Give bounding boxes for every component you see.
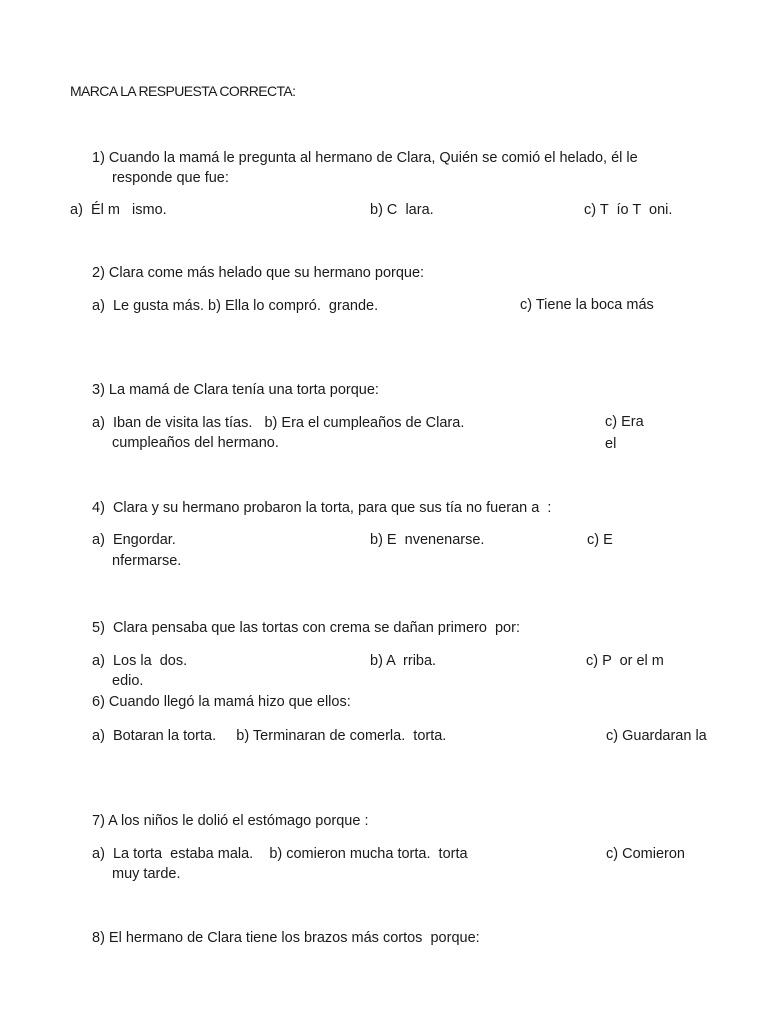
question-1-option-c: c) T ío T oni. [584,202,673,218]
question-3-option-c-cont: el [605,436,617,452]
question-7-option-a: a) La torta estaba mala. b) comieron mucha torta. torta [92,846,468,862]
question-7-text: 7) A los niños le dolió el estómago porque : [92,813,369,829]
question-7-option-a-cont: muy tarde. [112,866,181,882]
question-3-option-c: c) Era [605,414,644,430]
question-6-text: 6) Cuando llegó la mamá hizo que ellos: [92,694,351,710]
question-1-text: 1) Cuando la mamá le pregunta al hermano de Clara, Quién se comió el helado, él le [92,150,638,166]
question-1-text-cont: responde que fue: [112,170,229,186]
question-3-option-a-cont: cumpleaños del hermano. [112,435,279,451]
question-5-text: 5) Clara pensaba que las tortas con crema se dañan primero por: [92,620,520,636]
question-2-text: 2) Clara come más helado que su hermano porque: [92,265,425,281]
question-5-option-a-cont: edio. [112,673,144,689]
question-2-option-a: a) Le gusta más. b) Ella lo compró. grande. [92,298,379,314]
question-5-option-b: b) A rriba. [370,653,437,669]
question-6-option-c: c) Guardaran la [606,728,707,744]
question-6-option-a: a) Botaran la torta. b) Terminaran de comerla. torta. [92,728,447,744]
question-5-option-a: a) Los la dos. [92,653,188,669]
question-4-option-c: c) E [587,532,613,548]
question-4-option-a: a) Engordar. [92,532,176,548]
question-7-option-c: c) Comieron [606,846,685,862]
question-8-text: 8) El hermano de Clara tiene los brazos más cortos porque: [92,930,480,946]
worksheet-title: MARCA LA RESPUESTA CORRECTA: [70,83,296,99]
question-5-option-c: c) P or el m [586,653,664,669]
question-4-option-b: b) E nvenenarse. [370,532,485,548]
question-1-option-a: a) Él m ismo. [70,202,167,218]
question-1-option-b: b) C lara. [370,202,434,218]
question-4-text: 4) Clara y su hermano probaron la torta, para que sus tía no fueran a : [92,500,552,516]
question-3-option-a: a) Iban de visita las tías. b) Era el cumpleaños de Clara. [92,415,465,431]
question-3-text: 3) La mamá de Clara tenía una torta porque: [92,382,379,398]
question-2-option-c: c) Tiene la boca más [520,297,654,313]
question-4-option-a-cont: nfermarse. [112,553,182,569]
